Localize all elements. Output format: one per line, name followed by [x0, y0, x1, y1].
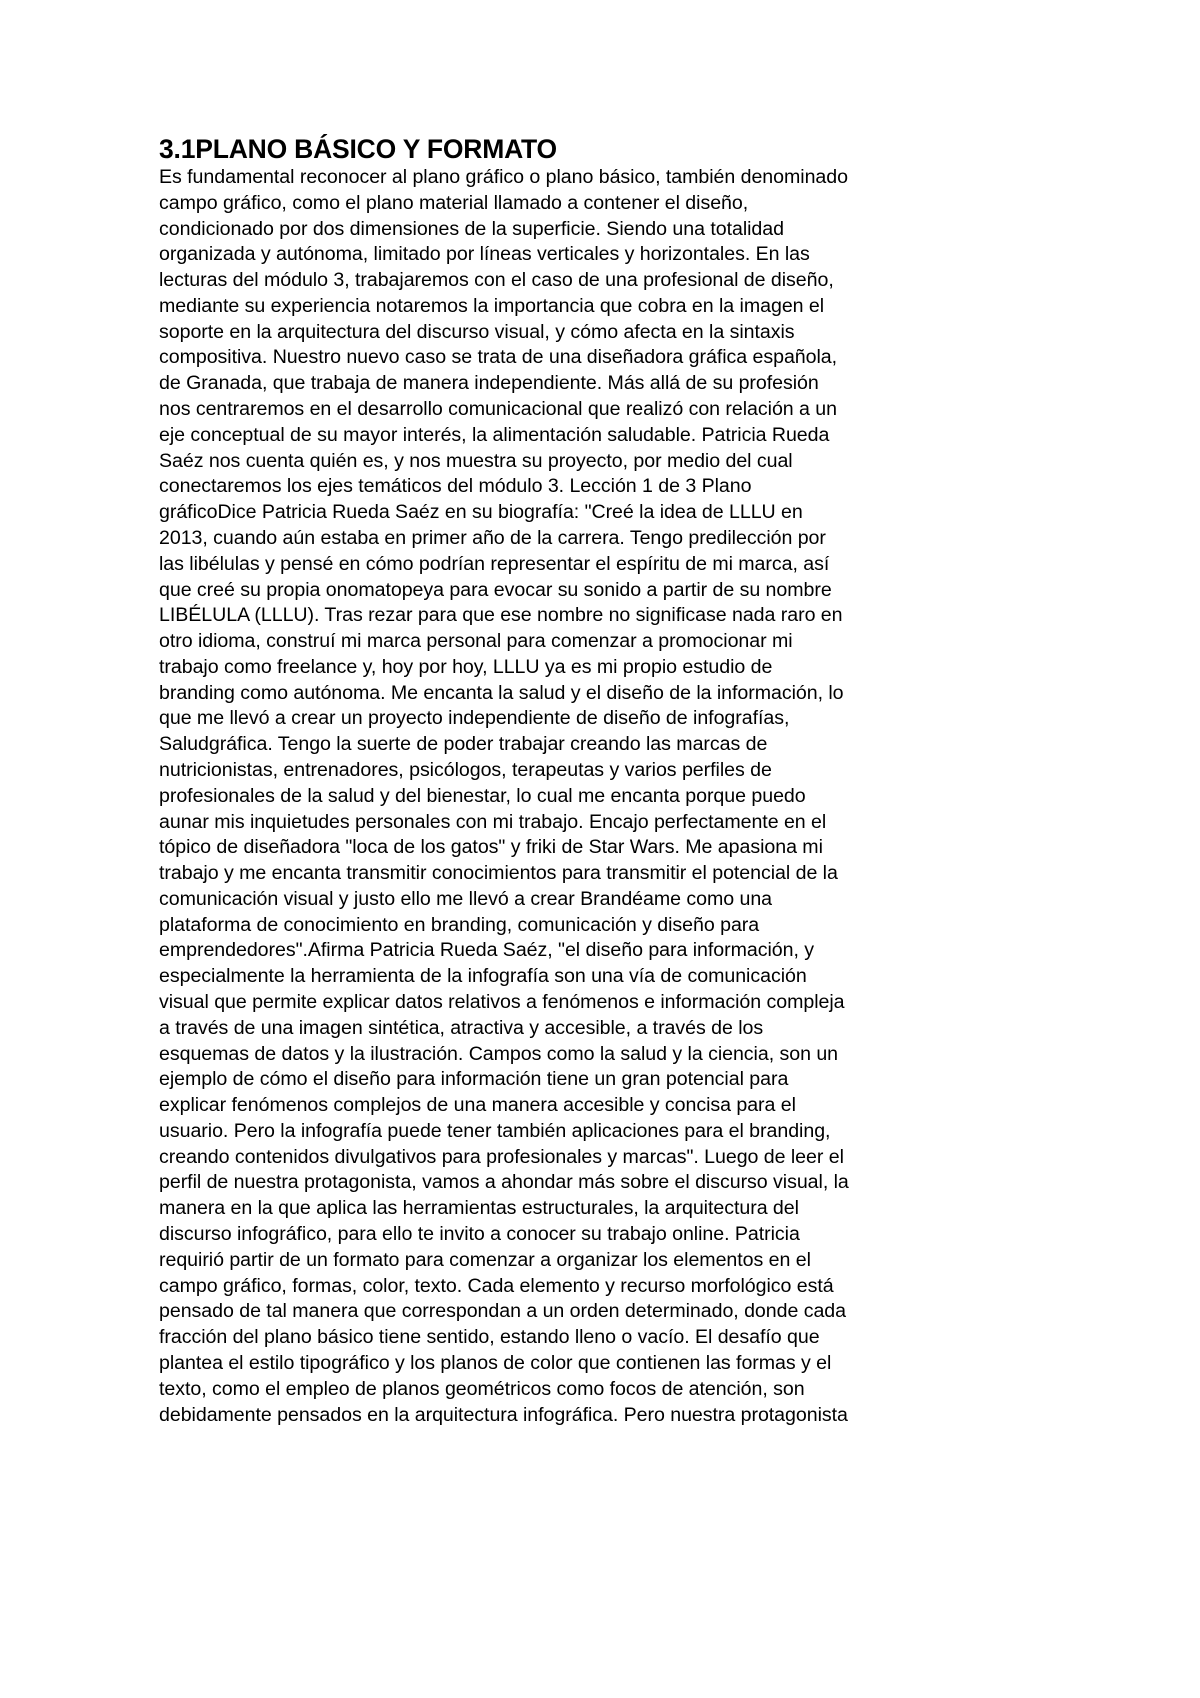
text-line: perfil de nuestra protagonista, vamos a ahondar más sobre el discurso visual, la — [159, 1171, 849, 1194]
document-body — [159, 133, 959, 1428]
text-line: lecturas del módulo 3, trabajaremos con el caso de una profesional de diseño, — [159, 269, 834, 292]
text-line: otro idioma, construí mi marca personal para comenzar a promocionar mi — [159, 630, 793, 653]
text-line: LIBÉLULA (LLLU). Tras rezar para que ese nombre no significase nada raro en — [159, 604, 843, 627]
text-line: tópico de diseñadora "loca de los gatos" y friki de Star Wars. Me apasiona mi — [159, 836, 823, 859]
text-line: creando contenidos divulgativos para profesionales y marcas". Luego de leer el — [159, 1145, 844, 1168]
text-line: fracción del plano básico tiene sentido, estando lleno o vacío. El desafío que — [159, 1326, 820, 1349]
text-line: visual que permite explicar datos relativos a fenómenos e información compleja — [159, 991, 845, 1013]
text-line: trabajo y me encanta transmitir conocimientos para transmitir el potencial de la — [159, 862, 838, 885]
text-line: conectaremos los ejes temáticos del módulo 3. Lección 1 de 3 Plano — [159, 475, 752, 498]
text-line: campo gráfico, como el plano material llamado a contener el diseño, — [159, 191, 749, 214]
text-line: explicar fenómenos complejos de una manera accesible y concisa para el — [159, 1094, 796, 1117]
text-line: aunar mis inquietudes personales con mi trabajo. Encajo perfectamente en el — [159, 810, 827, 833]
text-line: eje conceptual de su mayor interés, la alimentación saludable. Patricia Rueda — [159, 423, 830, 446]
text-line: Saludgráfica. Tengo la suerte de poder trabajar creando las marcas de — [159, 733, 768, 756]
text-line: gráficoDice Patricia Rueda Saéz en su biografía: "Creé la idea de LLLU en — [159, 501, 803, 524]
text-line: 2013, cuando aún estaba en primer año de la carrera. Tengo predilección por — [159, 526, 826, 549]
text-line: trabajo como freelance y, hoy por hoy, LLLU ya es mi propio estudio de — [159, 655, 773, 678]
text-line: manera en la que aplica las herramientas estructurales, la arquitectura del — [159, 1197, 799, 1220]
text-line: plantea el estilo tipográfico y los planos de color que contienen las formas y el — [159, 1351, 832, 1374]
text-line: que me llevó a crear un proyecto independiente de diseño de infografías, — [159, 707, 790, 730]
text-line: pensado de tal manera que correspondan a un orden determinado, donde cada — [159, 1300, 846, 1323]
text-line: branding como autónoma. Me encanta la salud y el diseño de la información, lo — [159, 681, 844, 704]
text-line: de Granada, que trabaja de manera independiente. Más allá de su profesión — [159, 372, 819, 395]
text-line: texto, como el empleo de planos geométricos como focos de atención, son — [159, 1377, 805, 1400]
text-line: soporte en la arquitectura del discurso visual, y cómo afecta en la sintaxis — [159, 320, 795, 343]
body-paragraph — [159, 165, 959, 1428]
text-line: comunicación visual y justo ello me llevó a crear Brandéame como una — [159, 887, 773, 910]
text-line: nutricionistas, entrenadores, psicólogos, terapeutas y varios perfiles de — [159, 758, 772, 781]
text-line: Es fundamental reconocer al plano gráfico o plano básico, también denominado — [159, 166, 848, 188]
text-line: a través de una imagen sintética, atractiva y accesible, a través de los — [159, 1016, 764, 1039]
text-line: Saéz nos cuenta quién es, y nos muestra su proyecto, por medio del cual — [159, 449, 793, 472]
text-line: plataforma de conocimiento en branding, comunicación y diseño para — [159, 913, 760, 936]
text-line: emprendedores".Afirma Patricia Rueda Saéz, "el diseño para información, y — [159, 939, 815, 962]
text-line: las libélulas y pensé en cómo podrían representar el espíritu de mi marca, así — [159, 552, 830, 575]
text-line: requirió partir de un formato para comenzar a organizar los elementos en el — [159, 1248, 811, 1271]
text-line: debidamente pensados en la arquitectura infográfica. Pero nuestra protagonista — [159, 1403, 848, 1426]
text-line: organizada y autónoma, limitado por líneas verticales y horizontales. En las — [159, 243, 810, 266]
text-line: compositiva. Nuestro nuevo caso se trata de una diseñadora gráfica española, — [159, 346, 838, 369]
text-line: especialmente la herramienta de la infografía son una vía de comunicación — [159, 965, 807, 988]
text-line: discurso infográfico, para ello te invito a conocer su trabajo online. Patricia — [159, 1223, 800, 1246]
section-title: 3.1PLANO BÁSICO Y FORMATO — [159, 134, 557, 164]
text-line: campo gráfico, formas, color, texto. Cada elemento y recurso morfológico está — [159, 1274, 834, 1297]
text-line: que creé su propia onomatopeya para evocar su sonido a partir de su nombre — [159, 578, 832, 601]
text-line: profesionales de la salud y del bienestar, lo cual me encanta porque puedo — [159, 784, 806, 807]
text-line: ejemplo de cómo el diseño para información tiene un gran potencial para — [159, 1068, 789, 1091]
text-line: usuario. Pero la infografía puede tener también aplicaciones para el branding, — [159, 1119, 831, 1142]
text-line: mediante su experiencia notaremos la importancia que cobra en la imagen el — [159, 294, 825, 317]
text-line: condicionado por dos dimensiones de la superficie. Siendo una totalidad — [159, 217, 784, 240]
text-line: nos centraremos en el desarrollo comunicacional que realizó con relación a un — [159, 398, 837, 421]
text-line: esquemas de datos y la ilustración. Campos como la salud y la ciencia, son un — [159, 1042, 839, 1065]
